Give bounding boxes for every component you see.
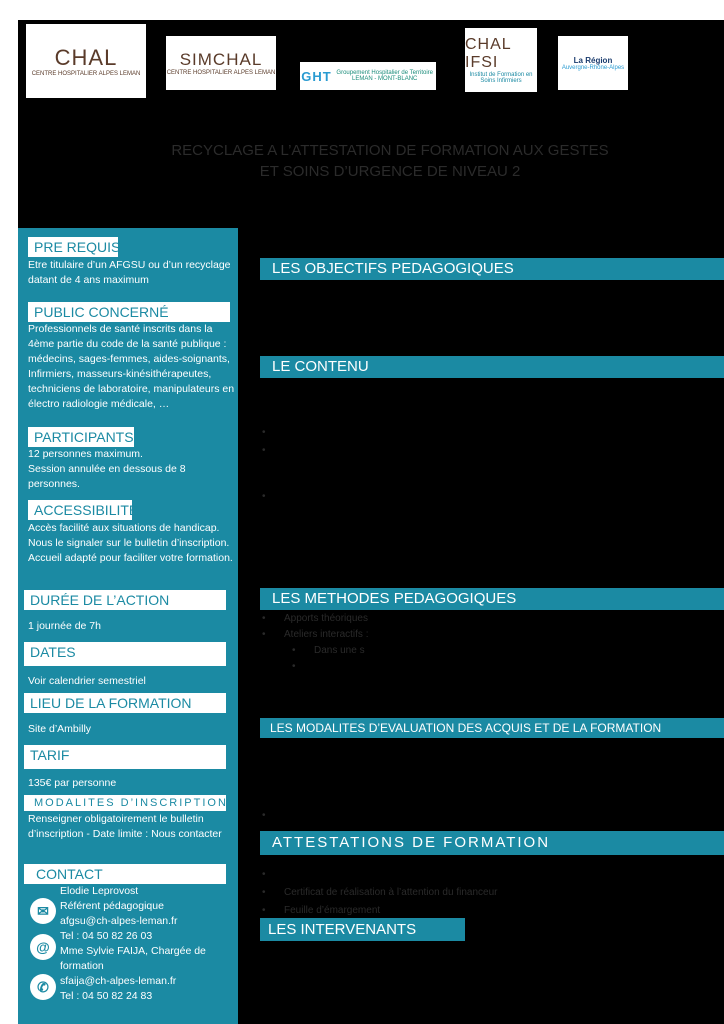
logo-ifsi: CHAL IFSI Institut de Formation en Soins Infirmiers: [465, 28, 537, 92]
inscription-text: Renseigner obligatoirement le bulletin d’inscription - Date limite : Nous contacter: [28, 813, 222, 840]
public-heading: PUBLIC CONCERNÉ: [28, 302, 230, 322]
logo-ght: GHT Groupement Hospitalier de Territoire LEMAN - MONT-BLANC: [300, 62, 436, 90]
prerequis-heading: PRE REQUIS: [28, 237, 118, 257]
public-text: Professionnels de santé inscrits dans la 4ème partie du code de la santé publique : médecins, sages-femmes, aides-soignants, Infirmiers, masseurs-kinésithérapeutes, techniciens de laboratoire, manipulateurs en électro radiologie médicale, …: [28, 323, 235, 410]
intervenants-heading: LES INTERVENANTS: [260, 918, 465, 941]
contact-text: Elodie Leprovost Référent pédagogique afgsu@ch-alpes-leman.fr Tel : 04 50 82 26 03 Mme Sylvie FAIJA, Chargée de formation sfaija@ch-alpes-leman.fr Tel : 04 50 82 24 83: [60, 885, 206, 1002]
logo-simchal: SIMCHAL CENTRE HOSPITALIER ALPES LEMAN: [166, 36, 276, 90]
methodes-heading: LES METHODES PEDAGOGIQUES: [260, 588, 724, 610]
duree-text: 1 journée de 7h: [28, 620, 101, 632]
modalites-bullet: •: [262, 810, 266, 821]
attestations-heading: ATTESTATIONS DE FORMATION: [260, 831, 724, 855]
page-title: RECYCLAGE A L’ATTESTATION DE FORMATION AUX GESTES ET SOINS D’URGENCE DE NIVEAU 2: [171, 142, 609, 180]
lieu-text: Site d’Ambilly: [28, 723, 92, 735]
contact-heading: CONTACT: [24, 864, 226, 884]
logo-region: La Région Auvergne-Rhône-Alpes: [558, 36, 628, 90]
participants-text: 12 personnes maximum. Session annulée en dessous de 8 personnes.: [28, 448, 186, 490]
tarif-heading: TARIF: [24, 745, 226, 769]
lieu-heading: LIEU DE LA FORMATION: [24, 693, 226, 713]
prerequis-text: Etre titulaire d’un AFGSU ou d’un recyclage datant de 4 ans maximum: [28, 259, 231, 286]
accessibilite-text: Accès facilité aux situations de handicap. Nous le signaler sur le bulletin d’inscription. Accueil adapté pour faciliter votre formation.: [28, 522, 233, 564]
attestations-list: • • Certificat de réalisation à l’attention du financeur • Feuille d’émargement: [262, 869, 498, 916]
dates-heading: DATES: [24, 642, 226, 666]
methodes-list: • Apports théoriques • Ateliers interactifs : • Dans une s •: [262, 613, 369, 672]
contenu-bullets: • • •: [262, 427, 266, 502]
phone-icon: ✆: [30, 974, 56, 1000]
mail-icon: ✉: [30, 898, 56, 924]
inscription-heading: MODALITES D’INSCRIPTION: [24, 795, 226, 811]
participants-heading: PARTICIPANTS: [28, 427, 134, 447]
contenu-heading: LE CONTENU: [260, 356, 724, 378]
at-icon: @: [30, 934, 56, 960]
tarif-text: 135€ par personne: [28, 777, 117, 789]
modalites-heading: LES MODALITES D’EVALUATION DES ACQUIS ET DE LA FORMATION: [260, 718, 724, 738]
objectifs-heading: LES OBJECTIFS PEDAGOGIQUES: [260, 258, 724, 280]
duree-heading: DURÉE DE L’ACTION: [24, 590, 226, 610]
email-link-2[interactable]: sfaija@ch-alpes-leman.fr: [60, 975, 177, 987]
logo-chal: CHAL CENTRE HOSPITALIER ALPES LEMAN: [26, 24, 146, 98]
email-link-1[interactable]: afgsu@ch-alpes-leman.fr: [60, 915, 178, 927]
dates-text: Voir calendrier semestriel: [28, 675, 146, 687]
accessibilite-heading: ACCESSIBILITE: [28, 500, 132, 520]
